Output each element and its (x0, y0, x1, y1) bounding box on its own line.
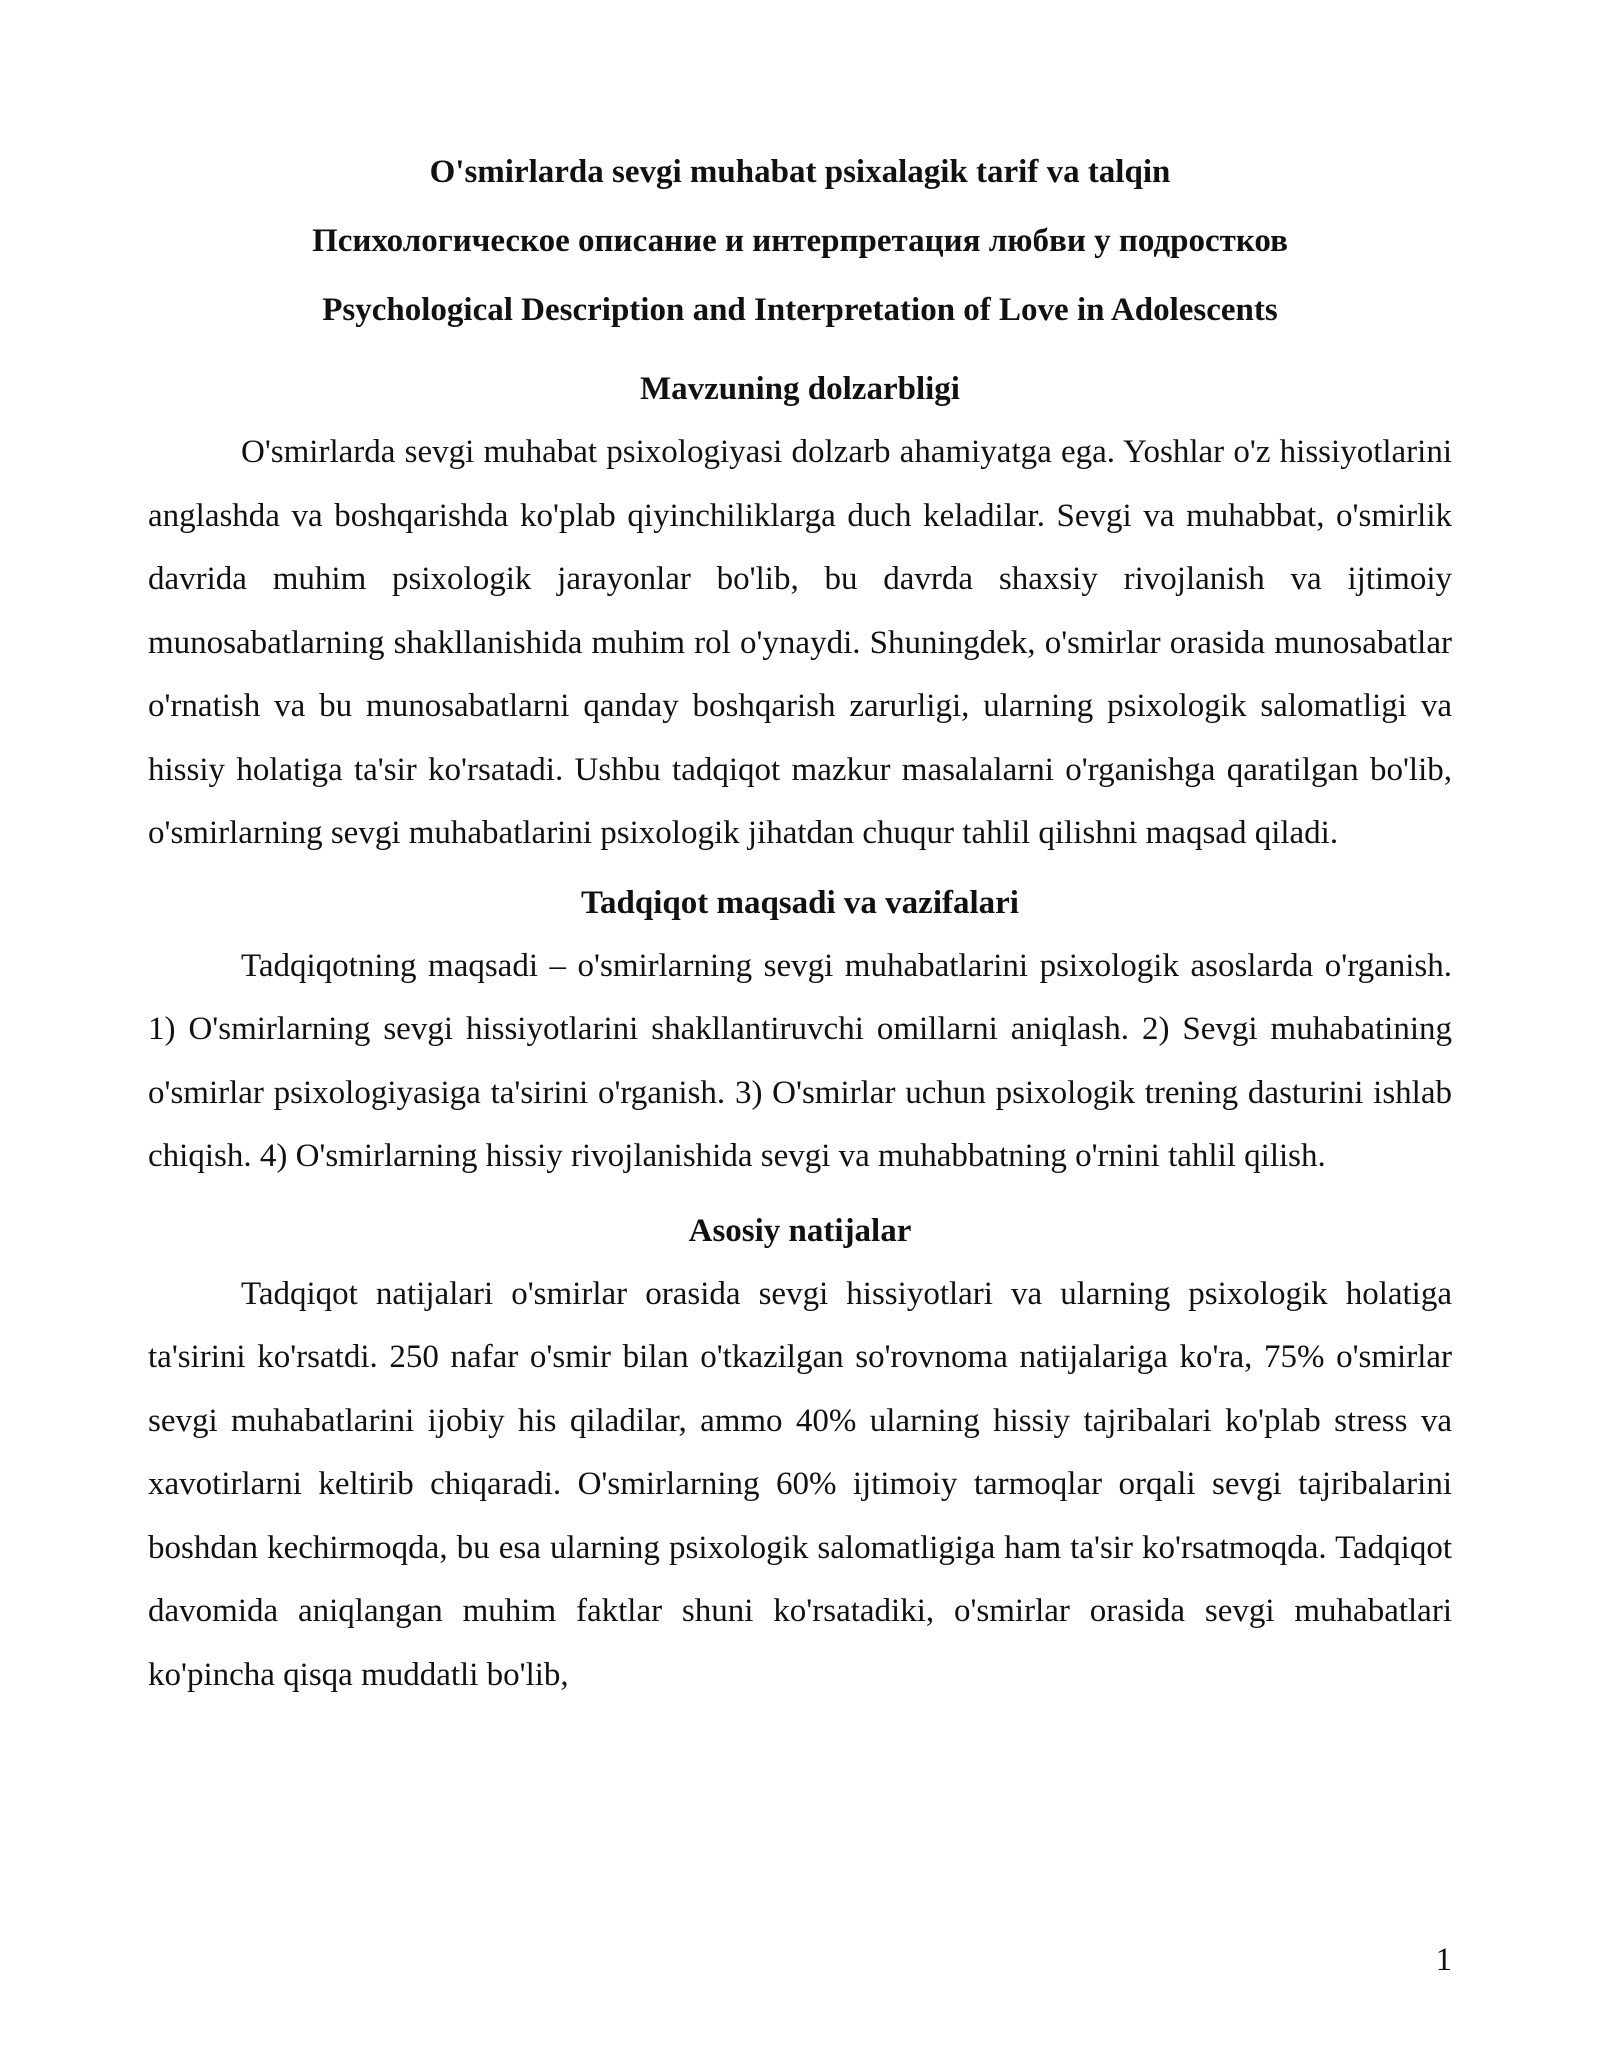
section-heading-relevance: Mavzuning dolzarbligi (640, 371, 960, 407)
section-paragraph-goals: Tadqiqotning maqsadi – o'smirlarning sevgi muhabatlarini psixologik asoslarda o'rganish. 1) O'smirlarning sevgi hissiyotlarini shakllantiruvchi omillarni aniqlash. 2) Sevgi muhabatining o'smirlar psixologiyasiga ta'sirini o'rganish. 3) O'smirlar uchun psixologik trening dasturini ishlab chiqish. 4) O'smirlarning hissiy rivojlanishida sevgi va muhabbatning o'rnini tahlil qilish. (148, 947, 1452, 1174)
title-english: Psychological Description and Interpretation of Love in Adolescents (322, 292, 1278, 328)
section-heading-results: Asosiy natijalar (688, 1212, 912, 1249)
title-uzbek: O'smirlarda sevgi muhabat psixalagik tarif va talqin (429, 154, 1171, 190)
section-heading-goals: Tadqiqot maqsadi va vazifalari (581, 884, 1019, 921)
title-russian: Психологическое описание и интерпретация любви у подростков (312, 223, 1288, 259)
page-number: 1 (1435, 1942, 1452, 1978)
document-page (148, 138, 1452, 1707)
section-paragraph-relevance: O'smirlarda sevgi muhabat psixologiyasi dolzarb ahamiyatga ega. Yoshlar o'z hissiyotlarini anglashda va boshqarishda ko'plab qiyinchiliklarga duch keladilar. Sevgi va muhabbat, o'smirlik davrida muhim psixologik jarayonlar bo'lib, bu davrda shaxsiy rivojlanish va ijtimoiy munosabatlarning shakllanishida muhim rol o'ynaydi. Shuningdek, o'smirlar orasida munosabatlar o'rnatish va bu munosabatlarni qanday boshqarish zarurligi, ularning psixologik salomatligi va hissiy holatiga ta'sir ko'rsatadi. Ushbu tadqiqot mazkur masalalarni o'rganishga qaratilgan bo'lib, o'smirlarning sevgi muhabatlarini psixologik jihatdan chuqur tahlil qilishni maqsad qiladi. (148, 434, 1452, 851)
section-paragraph-results: Tadqiqot natijalari o'smirlar orasida sevgi hissiyotlari va ularning psixologik holatiga ta'sirini ko'rsatdi. 250 nafar o'smir bilan o'tkazilgan so'rovnoma natijalariga ko'ra, 75% o'smirlar sevgi muhabatlarini ijobiy his qiladilar, ammo 40% ularning hissiy tajribalari ko'plab stress va xavotirlarni keltirib chiqaradi. O'smirlarning 60% ijtimoiy tarmoqlar orqali sevgi tajribalarini boshdan kechirmoqda, bu esa ularning psixologik salomatligiga ham ta'sir ko'rsatmoqda. Tadqiqot davomida aniqlangan muhim faktlar shuni ko'rsatadiki, o'smirlar orasida sevgi muhabatlari ko'pincha qisqa muddatli bo'lib, (148, 1275, 1452, 1693)
